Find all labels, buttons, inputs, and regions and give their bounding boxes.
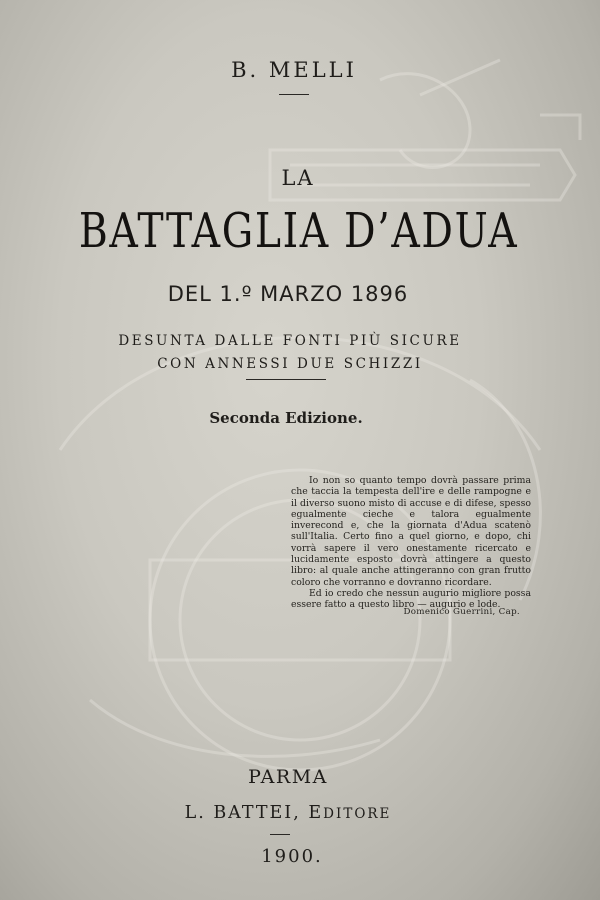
publisher-role-initial: E bbox=[308, 803, 324, 823]
author-rule bbox=[279, 94, 309, 95]
publisher-name: L. BATTEI, bbox=[184, 803, 301, 823]
subtitle bbox=[0, 330, 590, 376]
imprint-publisher bbox=[0, 803, 588, 823]
page-title: BATTAGLIA D’ADUA bbox=[78, 203, 519, 259]
epigraph-paragraph-2: Ed io credo che nessun augurio migliore possa essere fatto a questo libro — augurio e lode. bbox=[291, 587, 531, 611]
title-date: DEL 1.º MARZO 1896 bbox=[167, 282, 409, 306]
imprint-year: 1900. bbox=[261, 846, 323, 867]
epigraph bbox=[291, 475, 531, 611]
imprint-rule bbox=[270, 834, 290, 835]
epigraph-paragraph-1: Io non so quanto tempo dovrà passare prima che taccia la tempesta dell'ire e delle rampogne e il diverso suono misto di accuse e di difese, spesso egualmente cieche e talora egualmente inverecond e, che la giornata d'Adua scatenò sull'Italia. Certo fino a quel giorno, e dopo, chi vorrà sapere il vero onestamente ricercato e lucidamente esposto dovrà attingere a questo libro: al quale anche attingeranno con gran frutto coloro che vorranno e dovranno ricordare. bbox=[291, 475, 531, 588]
subtitle-line-2: CON ANNESSI DUE SCHIZZI bbox=[157, 356, 423, 372]
subtitle-line-1: DESUNTA DALLE FONTI PIÙ SICURE bbox=[118, 333, 462, 349]
epigraph-signature: Domenico Guerrini, Cap. bbox=[403, 607, 520, 617]
edition: Seconda Edizione. bbox=[209, 409, 363, 427]
title-article: LA bbox=[281, 166, 315, 190]
imprint-city: PARMA bbox=[248, 766, 328, 788]
subtitle-rule bbox=[246, 379, 326, 380]
author: B. MELLI bbox=[231, 58, 357, 82]
publisher-role-rest: DITORE bbox=[323, 806, 392, 822]
